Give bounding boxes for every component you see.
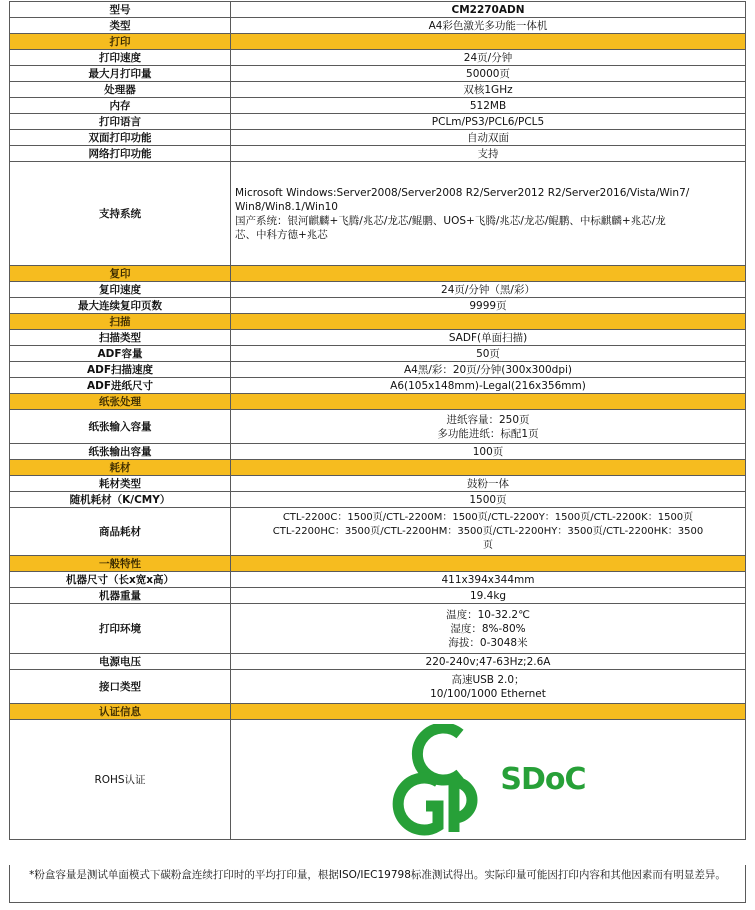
iface-line: 高速USB 2.0；: [451, 673, 525, 686]
spec-value: 24页/分钟: [231, 50, 746, 66]
paper-in-line: 进纸容量：250页: [446, 413, 530, 426]
spec-value: 411x394x344mm: [231, 572, 746, 588]
goods-line: 页: [483, 539, 493, 551]
spec-label: 商品耗材: [10, 508, 231, 556]
section-header: [10, 266, 746, 282]
table-row: [10, 378, 746, 394]
os-line: Win8/Win8.1/Win10: [235, 200, 338, 213]
table-row: [10, 654, 746, 670]
spec-value: 1500页: [231, 492, 746, 508]
iface-line: 10/100/1000 Ethernet: [430, 687, 546, 700]
section-title: 一般特性: [10, 556, 231, 572]
table-row: [10, 444, 746, 460]
table-row: [10, 298, 746, 314]
spec-label: 纸张输入容量: [10, 410, 231, 444]
table-row: [10, 146, 746, 162]
table-row: [10, 162, 746, 266]
spec-value: [231, 410, 746, 444]
table-row: [10, 410, 746, 444]
spec-label: 最大月打印量: [10, 66, 231, 82]
env-line: 湿度：8%-80%: [450, 622, 526, 635]
spec-label: 内存: [10, 98, 231, 114]
section-title: 扫描: [10, 314, 231, 330]
spec-value: 自动双面: [231, 130, 746, 146]
spec-label: 电源电压: [10, 654, 231, 670]
paper-in-line: 多功能进纸：标配1页: [437, 427, 539, 440]
spec-label: 打印语言: [10, 114, 231, 130]
table-row: [10, 130, 746, 146]
goods-line: CTL-2200C：1500页/CTL-2200M：1500页/CTL-2200Y：1500页/CTL-2200K：1500页: [282, 511, 694, 523]
spec-value: [231, 162, 746, 266]
section-title: 纸张处理: [10, 394, 231, 410]
section-header: [10, 34, 746, 50]
spec-value: SADF(单面扫描): [231, 330, 746, 346]
os-line: 国产系统：银河麒麟+飞腾/兆芯/龙芯/鲲鹏、UOS+飞腾/兆芯/龙芯/鲲鹏、中标麒麟+兆芯/龙: [235, 214, 666, 227]
table-row: [10, 362, 746, 378]
spec-value: 50页: [231, 346, 746, 362]
spec-label: 机器重量: [10, 588, 231, 604]
spec-value: A6(105x148mm)-Legal(216x356mm): [231, 378, 746, 394]
rohs-logo: [234, 722, 742, 838]
section-title: 复印: [10, 266, 231, 282]
gp-logo-icon: [390, 724, 494, 836]
spec-value: 512MB: [231, 98, 746, 114]
spec-label: 处理器: [10, 82, 231, 98]
table-row: [10, 282, 746, 298]
spec-label: ROHS认证: [10, 720, 231, 840]
spec-label: 双面打印功能: [10, 130, 231, 146]
spec-label: 打印速度: [10, 50, 231, 66]
spec-label: ADF容量: [10, 346, 231, 362]
spec-value: 双核1GHz: [231, 82, 746, 98]
section-title: 打印: [10, 34, 231, 50]
section-header: [10, 556, 746, 572]
section-header: [10, 460, 746, 476]
spec-label: 机器尺寸（长x宽x高）: [10, 572, 231, 588]
table-row: [10, 476, 746, 492]
spec-value: [231, 604, 746, 654]
spec-label: ADF扫描速度: [10, 362, 231, 378]
table-row: [10, 670, 746, 704]
table-row: [10, 572, 746, 588]
spec-label: 类型: [10, 18, 231, 34]
spec-table: [9, 1, 746, 840]
spec-value: 19.4kg: [231, 588, 746, 604]
spec-value: A4彩色激光多功能一体机: [231, 18, 746, 34]
spec-label: 复印速度: [10, 282, 231, 298]
env-line: 海拔：0-3048米: [448, 636, 528, 649]
model-label: 型号: [10, 2, 231, 18]
os-line: Microsoft Windows:Server2008/Server2008 R2/Server2012 R2/Server2016/Vista/Win7/: [235, 186, 690, 199]
spec-value: 220-240v;47-63Hz;2.6A: [231, 654, 746, 670]
section-header: [10, 394, 746, 410]
table-row: [10, 604, 746, 654]
spec-value: 鼓粉一体: [231, 476, 746, 492]
spec-value: 24页/分钟（黑/彩）: [231, 282, 746, 298]
table-row: [10, 98, 746, 114]
table-row: [10, 588, 746, 604]
footnote: *粉盒容量是测试单面模式下碳粉盒连续打印时的平均打印量，根据ISO/IEC19798标准测试得出。实际印量可能因打印内容和其他因素而有明显差异。: [9, 865, 746, 903]
table-row: [10, 18, 746, 34]
table-row: [10, 114, 746, 130]
spec-label: ADF进纸尺寸: [10, 378, 231, 394]
spec-label: 打印环境: [10, 604, 231, 654]
table-row: [10, 720, 746, 840]
spec-label: 接口类型: [10, 670, 231, 704]
spec-label: 耗材类型: [10, 476, 231, 492]
spec-label: 支持系统: [10, 162, 231, 266]
section-header: [10, 704, 746, 720]
table-row: [10, 492, 746, 508]
table-row: [10, 346, 746, 362]
env-line: 温度：10-32.2℃: [446, 608, 530, 621]
table-row: [10, 50, 746, 66]
spec-label: 网络打印功能: [10, 146, 231, 162]
spec-value: 支持: [231, 146, 746, 162]
sdoc-text: SDoC: [500, 761, 586, 797]
table-row: [10, 508, 746, 556]
spec-value: PCLm/PS3/PCL6/PCL5: [231, 114, 746, 130]
table-row: [10, 330, 746, 346]
spec-value: [231, 720, 746, 840]
spec-label: 纸张输出容量: [10, 444, 231, 460]
spec-value: A4黑/彩：20页/分钟(300x300dpi): [231, 362, 746, 378]
spec-label: 最大连续复印页数: [10, 298, 231, 314]
spec-value: [231, 508, 746, 556]
section-title: 认证信息: [10, 704, 231, 720]
spec-label: 随机耗材（K/CMY）: [10, 492, 231, 508]
goods-line: CTL-2200HC：3500页/CTL-2200HM：3500页/CTL-2200HY：3500页/CTL-2200HK：3500: [272, 525, 704, 537]
table-row: [10, 66, 746, 82]
os-line: 芯、中科方德+兆芯: [235, 228, 328, 241]
spec-value: 9999页: [231, 298, 746, 314]
table-row: [10, 2, 746, 18]
spec-value: [231, 670, 746, 704]
section-header: [10, 314, 746, 330]
model-value: CM2270ADN: [231, 2, 746, 18]
table-row: [10, 82, 746, 98]
section-title: 耗材: [10, 460, 231, 476]
spec-value: 50000页: [231, 66, 746, 82]
spec-value: 100页: [231, 444, 746, 460]
spec-label: 扫描类型: [10, 330, 231, 346]
